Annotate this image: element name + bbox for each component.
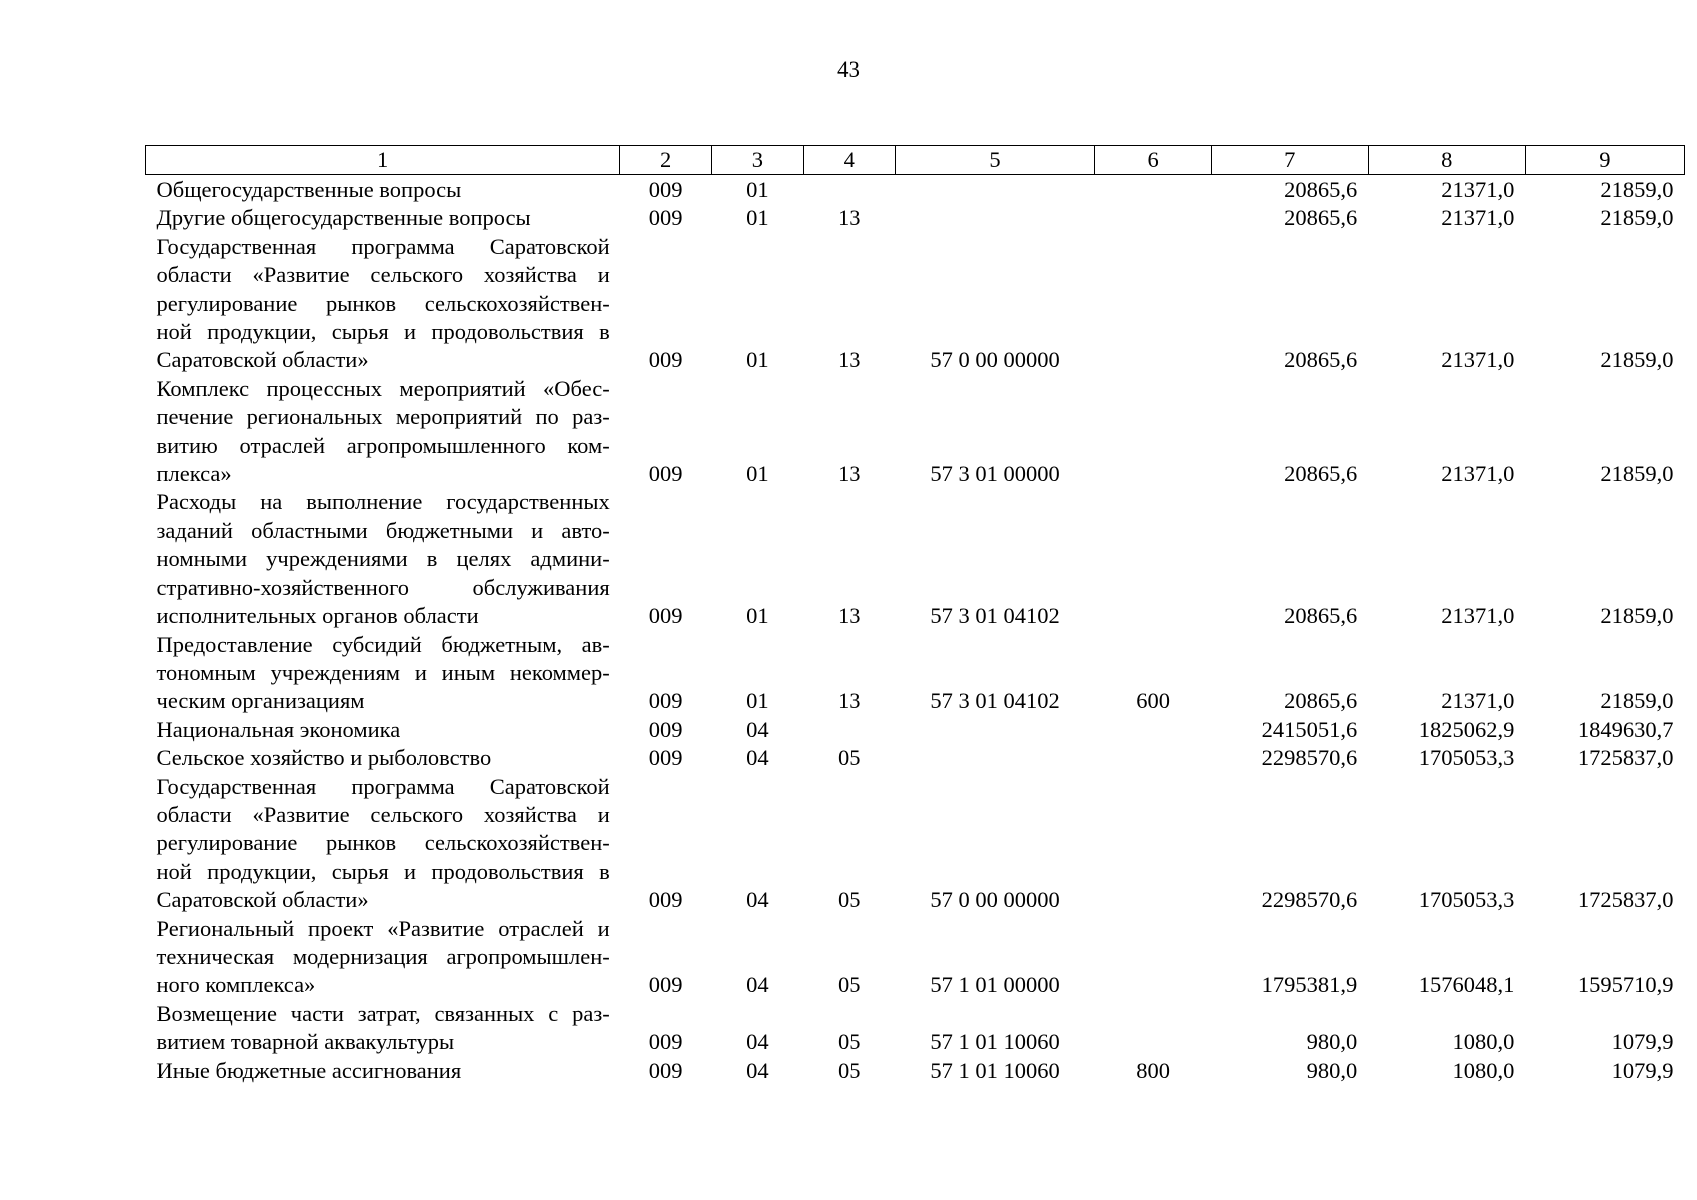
- row-item-name: [146, 915, 620, 1000]
- table-row: [146, 1000, 1685, 1057]
- table-row: [146, 716, 1685, 744]
- table-row: [146, 488, 1685, 630]
- row-amount-col-7: 20865,6: [1284, 461, 1358, 487]
- row-amount-col-7: 1795381,9: [1261, 972, 1358, 998]
- row-section-code: 04: [746, 887, 769, 913]
- row-amount-col-8: 21371,0: [1441, 461, 1515, 487]
- table-row: [146, 744, 1685, 772]
- row-item-name-line: Расходы на выполнение государственных: [156, 489, 610, 515]
- row-subsection-code: 05: [837, 887, 861, 913]
- row-item-name-line: плекса»: [156, 461, 232, 487]
- row-amount-col-8: 1080,0: [1452, 1029, 1515, 1055]
- column-header-1: 1: [146, 146, 620, 175]
- row-amount-col-7: 2298570,6: [1261, 887, 1358, 913]
- row-item-name: [146, 175, 620, 205]
- row-subsection-code: [803, 716, 895, 744]
- row-item-name-line: стративно-хозяйственного обслуживания: [156, 574, 610, 600]
- row-item-name-line: Саратовской области»: [156, 347, 369, 373]
- row-ministry-code: 009: [648, 1029, 683, 1055]
- row-expense-type: [1095, 1000, 1211, 1057]
- row-ministry-code: 009: [648, 887, 683, 913]
- row-amount-col-7: 20865,6: [1284, 177, 1358, 202]
- table-row: [146, 915, 1685, 1000]
- row-amount-col-7: 2415051,6: [1261, 716, 1358, 742]
- row-subsection-code: 05: [837, 1057, 861, 1083]
- row-expense-type: [1095, 204, 1211, 232]
- row-section-code: 01: [746, 347, 769, 373]
- row-amount-col-9: 1725837,0: [1577, 887, 1674, 913]
- row-item-name: [146, 488, 620, 630]
- row-item-name: [146, 1000, 620, 1057]
- row-amount-col-9: 1849630,7: [1577, 716, 1674, 742]
- row-item-name-line: ной продукции, сырья и продовольствия в: [156, 858, 610, 884]
- row-ministry-code: 009: [648, 745, 683, 771]
- row-amount-col-9: 1725837,0: [1577, 745, 1674, 771]
- table-row: [146, 773, 1685, 915]
- row-ministry-code: 009: [648, 716, 683, 742]
- row-item-name-line: исполнительных органов области: [156, 603, 479, 629]
- row-item-name: [146, 631, 620, 716]
- row-amount-col-9: 21859,0: [1600, 177, 1674, 202]
- row-ministry-code: 009: [648, 688, 683, 714]
- row-item-name-line: ного комплекса»: [156, 972, 316, 998]
- row-item-name-line: Государственная программа Саратовской: [156, 773, 610, 799]
- row-amount-col-8: 1825062,9: [1418, 716, 1515, 742]
- row-subsection-code: 05: [837, 1029, 861, 1055]
- row-item-name-line: тономным учреждениям и иным некоммер-: [156, 659, 610, 685]
- row-section-code: 04: [746, 745, 769, 771]
- row-item-name-line: печение региональных мероприятий по раз-: [156, 404, 610, 430]
- row-item-name-line: Возмещение части затрат, связанных с раз-: [156, 1000, 610, 1026]
- row-subsection-code: [803, 175, 895, 205]
- row-section-code: 01: [746, 177, 769, 202]
- row-section-code: 04: [746, 972, 769, 998]
- row-amount-col-7: 20865,6: [1284, 603, 1358, 629]
- budget-table: [145, 145, 1685, 1085]
- row-section-code: 01: [746, 688, 769, 714]
- table-row: [146, 175, 1685, 205]
- row-item-name: [146, 375, 620, 489]
- row-subsection-code: 13: [837, 461, 861, 487]
- table-row: [146, 631, 1685, 716]
- row-item-name-line: техническая модернизация агропромышлен-: [156, 943, 610, 969]
- row-target-article: 57 1 01 10060: [930, 1057, 1060, 1083]
- row-item-name: [146, 1057, 620, 1085]
- row-target-article: [895, 204, 1095, 232]
- row-subsection-code: 05: [837, 745, 861, 771]
- row-amount-col-9: 21859,0: [1600, 205, 1674, 231]
- row-amount-col-8: 21371,0: [1441, 347, 1515, 373]
- row-ministry-code: 009: [648, 205, 683, 231]
- row-item-name-line: области «Развитие сельского хозяйства и: [156, 801, 610, 827]
- row-item-name-line: области «Развитие сельского хозяйства и: [156, 262, 610, 288]
- row-ministry-code: 009: [648, 177, 683, 202]
- row-item-name-line: Сельское хозяйство и рыболовство: [156, 745, 492, 771]
- table-header: [146, 146, 1685, 175]
- table-body: [146, 175, 1685, 1086]
- row-subsection-code: 13: [837, 205, 861, 231]
- row-item-name-line: Региональный проект «Развитие отраслей и: [156, 915, 610, 941]
- row-target-article: [895, 744, 1095, 772]
- row-expense-type: 800: [1136, 1057, 1170, 1083]
- row-item-name-line: заданий областными бюджетными и авто-: [156, 517, 610, 543]
- row-expense-type: [1095, 744, 1211, 772]
- row-amount-col-8: 1705053,3: [1418, 745, 1515, 771]
- row-item-name-line: ческим организациям: [156, 688, 365, 714]
- row-amount-col-9: 1595710,9: [1577, 972, 1674, 998]
- row-amount-col-9: 21859,0: [1600, 461, 1674, 487]
- row-amount-col-9: 1079,9: [1611, 1029, 1674, 1055]
- row-amount-col-7: 20865,6: [1284, 688, 1358, 714]
- row-section-code: 04: [746, 1029, 769, 1055]
- page-number: 43: [837, 57, 860, 82]
- row-target-article: [895, 716, 1095, 744]
- row-target-article: 57 3 01 00000: [930, 461, 1060, 487]
- table-row: [146, 204, 1685, 232]
- row-item-name-line: Общегосударственные вопросы: [156, 177, 462, 202]
- row-item-name: [146, 204, 620, 232]
- row-section-code: 01: [746, 205, 769, 231]
- row-amount-col-8: 1705053,3: [1418, 887, 1515, 913]
- row-amount-col-9: 21859,0: [1600, 603, 1674, 629]
- row-amount-col-9: 21859,0: [1600, 688, 1674, 714]
- row-target-article: 57 1 01 10060: [930, 1029, 1060, 1055]
- row-expense-type: [1095, 488, 1211, 630]
- row-expense-type: [1095, 175, 1211, 205]
- row-expense-type: [1095, 915, 1211, 1000]
- column-header-4: 4: [803, 146, 895, 175]
- column-header-3: 3: [712, 146, 804, 175]
- row-item-name: [146, 233, 620, 375]
- row-section-code: 04: [746, 1057, 769, 1083]
- row-target-article: 57 0 00 00000: [930, 347, 1060, 373]
- row-item-name-line: Предоставление субсидий бюджетным, ав-: [156, 631, 610, 657]
- row-amount-col-8: 21371,0: [1441, 177, 1515, 202]
- row-target-article: 57 1 01 00000: [930, 972, 1060, 998]
- row-item-name-line: Другие общегосударственные вопросы: [156, 205, 531, 231]
- row-subsection-code: 13: [837, 603, 861, 629]
- row-item-name-line: витием товарной аквакультуры: [156, 1029, 455, 1055]
- column-header-8: 8: [1368, 146, 1525, 175]
- row-section-code: 04: [746, 716, 769, 742]
- table-row: [146, 1057, 1685, 1085]
- column-header-5: 5: [895, 146, 1095, 175]
- row-amount-col-8: 21371,0: [1441, 603, 1515, 629]
- row-item-name: [146, 744, 620, 772]
- row-expense-type: 600: [1136, 688, 1170, 714]
- row-amount-col-7: 980,0: [1306, 1029, 1358, 1055]
- row-item-name: [146, 773, 620, 915]
- row-amount-col-8: 1080,0: [1452, 1057, 1515, 1083]
- row-ministry-code: 009: [648, 603, 683, 629]
- row-item-name-line: Государственная программа Саратовской: [156, 233, 610, 259]
- row-item-name-line: Комплекс процессных мероприятий «Обес-: [156, 375, 610, 401]
- column-header-2: 2: [620, 146, 712, 175]
- row-ministry-code: 009: [648, 461, 683, 487]
- row-section-code: 01: [746, 461, 769, 487]
- row-item-name-line: регулирование рынков сельскохозяйствен-: [156, 290, 610, 316]
- row-expense-type: [1095, 773, 1211, 915]
- row-expense-type: [1095, 375, 1211, 489]
- row-item-name-line: Саратовской области»: [156, 887, 369, 913]
- row-subsection-code: 13: [837, 688, 861, 714]
- row-amount-col-8: 21371,0: [1441, 205, 1515, 231]
- row-ministry-code: 009: [648, 347, 683, 373]
- row-ministry-code: 009: [648, 1057, 683, 1083]
- row-section-code: 01: [746, 603, 769, 629]
- table-row: [146, 233, 1685, 375]
- row-target-article: 57 0 00 00000: [930, 887, 1060, 913]
- row-amount-col-7: 2298570,6: [1261, 745, 1358, 771]
- row-item-name-line: номными учреждениями в целях админи-: [156, 546, 610, 572]
- row-expense-type: [1095, 716, 1211, 744]
- row-amount-col-8: 1576048,1: [1418, 972, 1515, 998]
- column-header-6: 6: [1095, 146, 1211, 175]
- column-header-9: 9: [1525, 146, 1684, 175]
- row-amount-col-9: 21859,0: [1600, 347, 1674, 373]
- row-item-name-line: Иные бюджетные ассигнования: [156, 1057, 462, 1083]
- row-target-article: 57 3 01 04102: [930, 603, 1060, 629]
- row-item-name-line: регулирование рынков сельскохозяйствен-: [156, 830, 610, 856]
- row-target-article: [895, 175, 1095, 205]
- table-row: [146, 375, 1685, 489]
- row-ministry-code: 009: [648, 972, 683, 998]
- row-item-name: [146, 716, 620, 744]
- column-header-7: 7: [1211, 146, 1368, 175]
- row-item-name-line: Национальная экономика: [156, 716, 401, 742]
- row-subsection-code: 13: [837, 347, 861, 373]
- row-item-name-line: витию отраслей агропромышленного ком-: [156, 432, 610, 458]
- row-amount-col-7: 20865,6: [1284, 205, 1358, 231]
- header-row: [146, 146, 1685, 175]
- row-amount-col-9: 1079,9: [1611, 1057, 1674, 1083]
- row-amount-col-8: 21371,0: [1441, 688, 1515, 714]
- row-amount-col-7: 980,0: [1306, 1057, 1358, 1083]
- row-subsection-code: 05: [837, 972, 861, 998]
- row-target-article: 57 3 01 04102: [930, 688, 1060, 714]
- row-amount-col-7: 20865,6: [1284, 347, 1358, 373]
- row-expense-type: [1095, 233, 1211, 375]
- row-item-name-line: ной продукции, сырья и продовольствия в: [156, 319, 610, 345]
